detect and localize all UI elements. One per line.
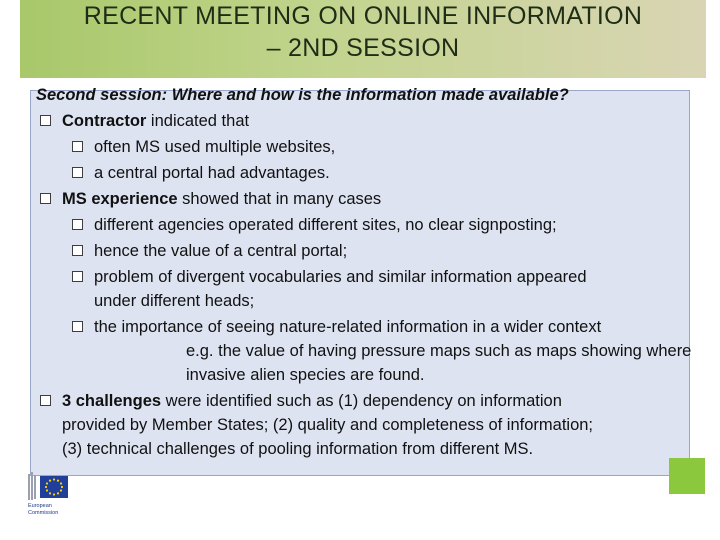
bullet-text: indicated that bbox=[146, 112, 250, 130]
square-bullet-icon bbox=[72, 271, 83, 282]
list-item bbox=[36, 213, 696, 237]
bullet-text: a central portal had advantages. bbox=[94, 164, 330, 182]
title-line-2: – 2ND SESSION bbox=[266, 34, 460, 62]
list-item bbox=[36, 187, 696, 211]
bullet-continuation: provided by Member States; (2) quality and completeness of information; bbox=[62, 416, 594, 434]
bullet-bold: Contractor bbox=[62, 112, 147, 130]
section-heading: Second session: Where and how is the information made available? bbox=[36, 86, 569, 104]
bullet-text: were identified such as (1) dependency on information bbox=[161, 392, 562, 410]
bullet-continuation: (3) technical challenges of pooling information from different MS. bbox=[62, 440, 534, 458]
list-item bbox=[36, 389, 696, 413]
slide-body bbox=[36, 83, 696, 461]
square-bullet-icon bbox=[40, 193, 51, 204]
bullet-continuation: e.g. the value of having pressure maps such as maps showing where bbox=[186, 342, 692, 360]
bullet-text: the importance of seeing nature-related information in a wider context bbox=[94, 318, 602, 336]
list-item bbox=[36, 161, 696, 185]
list-item bbox=[36, 109, 696, 133]
square-bullet-icon bbox=[40, 395, 51, 406]
bullet-text: often MS used multiple websites, bbox=[94, 138, 336, 156]
square-bullet-icon bbox=[72, 167, 83, 178]
square-bullet-icon bbox=[72, 321, 83, 332]
square-bullet-icon bbox=[72, 141, 83, 152]
logo-caption-line-1: European bbox=[28, 503, 52, 509]
list-item bbox=[36, 315, 696, 339]
list-item bbox=[36, 239, 696, 263]
bullet-text: showed that in many cases bbox=[177, 190, 382, 208]
title-line-1: RECENT MEETING ON ONLINE INFORMATION bbox=[83, 2, 643, 30]
square-bullet-icon bbox=[72, 245, 83, 256]
bullet-continuation: under different heads; bbox=[94, 292, 255, 310]
bullet-text: hence the value of a central portal; bbox=[94, 242, 348, 260]
slide-title bbox=[20, 0, 706, 64]
bullet-text: different agencies operated different sites, no clear signposting; bbox=[94, 216, 557, 234]
square-bullet-icon bbox=[72, 219, 83, 230]
logo-caption-line-2: Commission bbox=[28, 510, 59, 516]
list-item bbox=[36, 135, 696, 159]
bullet-bold: MS experience bbox=[62, 190, 178, 208]
european-commission-logo bbox=[26, 466, 86, 526]
bullet-text: problem of divergent vocabularies and similar information appeared bbox=[94, 268, 587, 286]
square-bullet-icon bbox=[40, 115, 51, 126]
accent-square bbox=[669, 458, 705, 494]
bullet-bold: 3 challenges bbox=[62, 392, 162, 410]
list-item bbox=[36, 265, 696, 289]
logo-caption bbox=[28, 503, 58, 517]
bullet-continuation: invasive alien species are found. bbox=[186, 366, 425, 384]
